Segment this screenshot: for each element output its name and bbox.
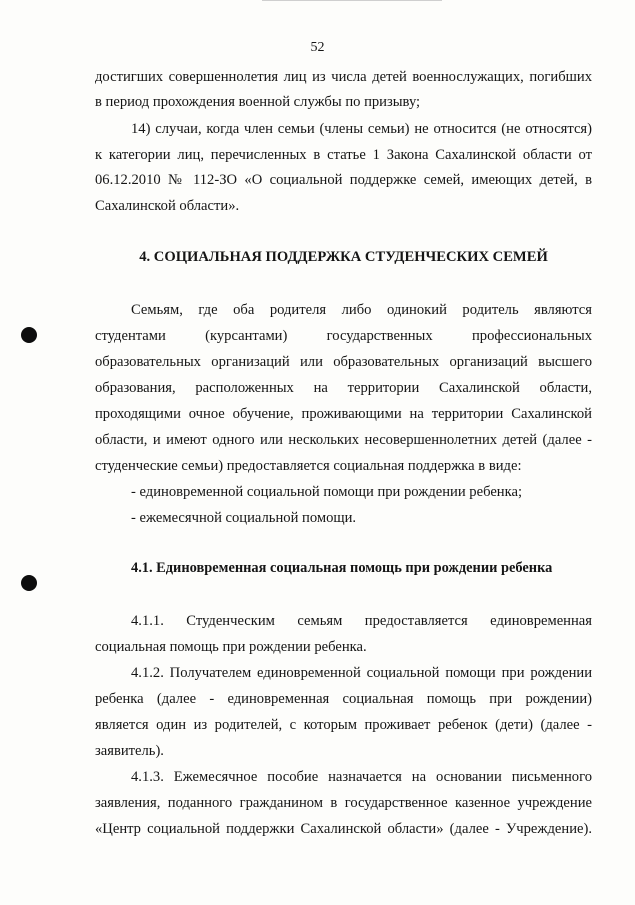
text-line: к категории лиц, перечисленных в статье 1 Закона Сахалинской области от [95,147,592,163]
scan-edge [262,0,442,1]
text-line: в период прохождения военной службы по призыву; [95,94,421,110]
text-line: 14) случаи, когда член семьи (члены семьи) не относится (не относятся) [131,121,592,137]
text-line: 4.1.2. Получателем единовременной социальной помощи при рождении [131,665,592,681]
text-line: заявления, поданного гражданином в государственное казенное учреждение [95,795,592,811]
text-line: - ежемесячной социальной помощи. [131,510,357,526]
section-heading-4: 4. СОЦИАЛЬНАЯ ПОДДЕРЖКА СТУДЕНЧЕСКИХ СЕМЕЙ [139,249,548,265]
text-line: является один из родителей, с которым проживает ребенок (дети) (далее - [95,717,592,733]
page-number: 52 [310,40,325,55]
text-line: студентами (курсантами) государственных профессиональных [95,328,592,344]
text-line: образования, расположенных на территории Сахалинской области, [95,380,592,396]
text-line: 06.12.2010 № 112-ЗО «О социальной поддержке семей, имеющих детей, в [95,172,592,188]
text-line: «Центр социальной поддержки Сахалинской области» (далее - Учреждение). [95,821,592,837]
text-line: области, и имеют одного или нескольких несовершеннолетних детей (далее - [95,432,592,448]
hole-punch-dot [21,575,37,591]
text-line: достигших совершеннолетия лиц из числа детей военнослужащих, погибших [95,69,592,85]
text-line: студенческие семьи) предоставляется социальная поддержка в виде: [95,458,522,474]
text-line: ребенка (далее - единовременная социальная помощь при рождении) [95,691,592,707]
text-line: Семьям, где оба родителя либо одинокий родитель являются [131,302,592,318]
text-line: заявитель). [95,743,164,759]
text-line: 4.1.1. Студенческим семьям предоставляется единовременная [131,613,592,629]
text-line: 4.1.3. Ежемесячное пособие назначается на основании письменного [131,769,592,785]
text-line: Сахалинской области». [95,198,240,214]
text-line: образовательных организаций или образовательных организаций высшего [95,354,592,370]
text-line: социальная помощь при рождении ребенка. [95,639,367,655]
text-line: - единовременной социальной помощи при рождении ребенка; [131,484,523,500]
hole-punch-dot [21,327,37,343]
section-heading-4-1: 4.1. Единовременная социальная помощь при рождении ребенка [131,560,553,576]
text-line: проходящими очное обучение, проживающими на территории Сахалинской [95,406,592,422]
